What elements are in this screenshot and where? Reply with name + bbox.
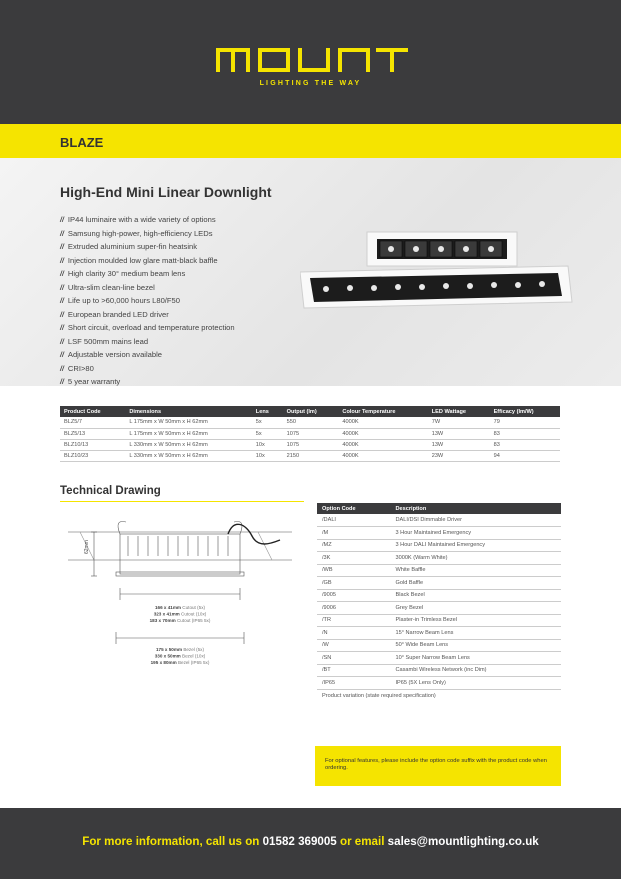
feature-text: Short circuit, overload and temperature protection	[67, 323, 235, 332]
feature-text: Adjustable version available	[67, 350, 163, 359]
table-cell: 79	[490, 417, 560, 428]
product-image	[300, 228, 574, 310]
table-cell: /TR	[317, 614, 390, 627]
contact-prefix: For more information, call us on	[82, 835, 263, 848]
feature-item	[60, 376, 235, 390]
table-row	[60, 450, 560, 461]
feature-bullet: //	[60, 325, 64, 332]
table-cell: IP65 (5X Lens Only)	[390, 677, 561, 690]
feature-text: High clarity 30° medium beam lens	[67, 269, 186, 278]
contact-middle: or email	[336, 835, 388, 848]
feature-item	[60, 295, 235, 309]
feature-item	[60, 268, 235, 282]
feature-bullet: //	[60, 365, 64, 373]
table-cell: /WB	[317, 564, 390, 577]
table-cell: /BT	[317, 664, 390, 677]
spec-column-header: LED Wattage	[428, 406, 490, 417]
spec-column-header: Colour Temperature	[338, 406, 427, 417]
table-cell: 2150	[283, 450, 339, 461]
table-row	[317, 614, 561, 627]
email-link[interactable]: sales@mountlighting.co.uk	[387, 835, 539, 848]
table-cell: DALI/DSI Dimmable Driver	[390, 514, 561, 527]
table-cell: 3 Hour Maintained Emergency	[390, 527, 561, 540]
feature-item	[60, 255, 235, 269]
table-cell: Plaster-in Trimless Bezel	[390, 614, 561, 627]
spec-column-header: Output (lm)	[283, 406, 339, 417]
feature-item	[60, 349, 235, 363]
feature-text: Extruded aluminium super-fin heatsink	[67, 242, 198, 251]
table-cell: 3 Hour DALI Maintained Emergency	[390, 539, 561, 552]
table-cell: 4000K	[338, 428, 427, 439]
table-cell: 13W	[428, 428, 490, 439]
table-row	[317, 539, 561, 552]
table-cell: BLZ10/13	[60, 439, 125, 450]
spec-column-header: Efficacy (lm/W)	[490, 406, 560, 417]
table-cell: 5x	[252, 417, 283, 428]
options-table-header	[317, 503, 561, 514]
table-row	[317, 602, 561, 615]
feature-list	[60, 214, 235, 390]
title-underline	[60, 501, 304, 502]
height-label: 62mm	[84, 540, 90, 554]
feature-text: LSF 500mm mains lead	[67, 336, 149, 346]
table-cell: /9005	[317, 589, 390, 602]
table-cell: 13W	[428, 439, 490, 450]
table-row	[317, 689, 561, 702]
table-cell: 4000K	[338, 417, 427, 428]
feature-bullet: //	[60, 338, 64, 346]
technical-drawing	[58, 510, 294, 680]
feature-text: Samsung high-power, high-efficiency LEDs	[67, 228, 213, 238]
table-cell: /DALI	[317, 514, 390, 527]
table-cell: 550	[283, 417, 339, 428]
table-row	[60, 439, 560, 450]
feature-bullet: //	[60, 311, 64, 319]
table-cell: White Baffle	[390, 564, 561, 577]
table-cell: L 330mm x W 50mm x H 62mm	[125, 439, 251, 450]
spec-column-header: Product Code	[60, 406, 125, 417]
table-row	[60, 417, 560, 428]
feature-bullet: //	[60, 284, 64, 292]
feature-bullet: //	[60, 298, 64, 305]
table-cell: BLZ5/7	[60, 417, 125, 428]
table-cell: 83	[490, 439, 560, 450]
table-cell: 10x	[252, 439, 283, 450]
table-cell: /W	[317, 639, 390, 652]
feature-text: IP44 luminaire with a wide variety of options	[67, 215, 216, 224]
table-cell: 5x	[252, 428, 283, 439]
dimension-label: 183 x 70mm Cutout (IP65 5x)	[149, 618, 211, 623]
table-cell: /IP65	[317, 677, 390, 690]
table-cell: 94	[490, 450, 560, 461]
table-cell: /3K	[317, 552, 390, 565]
table-cell: BLZ10/23	[60, 450, 125, 461]
feature-item	[60, 336, 235, 350]
feature-text: 5 year warranty	[67, 377, 121, 386]
phone-number[interactable]: 01582 369005	[262, 835, 337, 848]
feature-text: Ultra-slim clean-line bezel	[67, 282, 155, 292]
table-cell: /N	[317, 627, 390, 640]
table-cell: 10x	[252, 450, 283, 461]
table-cell: Black Bezel	[390, 589, 561, 602]
feature-text: CRI>80	[67, 363, 94, 373]
option-column-header: Option Code	[317, 503, 390, 514]
feature-item	[60, 214, 235, 228]
table-cell: 10° Super Narrow Beam Lens	[390, 652, 561, 665]
spec-column-header: Dimensions	[125, 406, 251, 417]
table-row	[317, 527, 561, 540]
feature-item	[60, 309, 235, 323]
dimension-label: 175 x 50mm Bezel (5x)	[155, 647, 205, 652]
feature-item	[60, 282, 235, 296]
table-row	[317, 652, 561, 665]
tagline: LIGHTING THE WAY	[259, 80, 362, 87]
feature-bullet: //	[60, 217, 64, 224]
product-variation-note: Product variation (state required specification)	[322, 692, 436, 699]
table-cell: /GB	[317, 577, 390, 590]
table-cell: 1075	[283, 439, 339, 450]
product-title: High-End Mini Linear Downlight	[60, 184, 272, 200]
contact-line	[0, 835, 621, 848]
feature-item	[60, 363, 235, 377]
spec-table	[60, 406, 560, 462]
table-row	[317, 589, 561, 602]
table-row	[317, 627, 561, 640]
feature-bullet: //	[60, 271, 64, 278]
table-cell: 23W	[428, 450, 490, 461]
table-cell: Grey Bezel	[390, 602, 561, 615]
table-row	[317, 514, 561, 527]
options-table	[317, 503, 561, 702]
table-row	[317, 664, 561, 677]
product-name: BLAZE	[60, 135, 104, 150]
feature-text: Injection moulded low glare matt-black baffle	[67, 255, 218, 265]
table-cell: BLZ5/13	[60, 428, 125, 439]
table-cell: /M	[317, 527, 390, 540]
feature-bullet: //	[60, 230, 64, 238]
table-row	[317, 677, 561, 690]
table-cell: 3000K (Warm White)	[390, 552, 561, 565]
feature-bullet: //	[60, 352, 64, 359]
feature-text: European branded LED driver	[67, 309, 169, 319]
table-cell: L 175mm x W 50mm x H 62mm	[125, 417, 251, 428]
table-row	[317, 552, 561, 565]
dimension-label: 195 x 80mm Bezel (IP65 5x)	[150, 660, 210, 665]
feature-bullet: //	[60, 244, 64, 251]
table-cell: 83	[490, 428, 560, 439]
dimension-label: 166 x 41mm Cutout (5x)	[154, 605, 206, 610]
table-cell: 7W	[428, 417, 490, 428]
table-cell: /MZ	[317, 539, 390, 552]
feature-item	[60, 228, 235, 242]
table-row	[317, 639, 561, 652]
dimension-label: 323 x 41mm Cutout (10x)	[153, 611, 207, 617]
feature-bullet: //	[60, 379, 64, 386]
dimension-label: 330 x 50mm Bezel (10x)	[154, 653, 206, 659]
table-cell: 15° Narrow Beam Lens	[390, 627, 561, 640]
table-cell: 4000K	[338, 450, 427, 461]
table-cell: /9006	[317, 602, 390, 615]
feature-item	[60, 322, 235, 336]
table-cell: /SN	[317, 652, 390, 665]
table-cell: 50° Wide Beam Lens	[390, 639, 561, 652]
feature-bullet: //	[60, 257, 64, 265]
table-cell: L 330mm x W 50mm x H 62mm	[125, 450, 251, 461]
table-cell: 4000K	[338, 439, 427, 450]
table-cell: L 175mm x W 50mm x H 62mm	[125, 428, 251, 439]
spec-column-header: Lens	[252, 406, 283, 417]
table-row	[317, 564, 561, 577]
feature-text: Life up to >60,000 hours L80/F50	[67, 296, 180, 305]
table-row	[60, 428, 560, 439]
table-row	[317, 577, 561, 590]
mount-logo	[214, 46, 408, 72]
spec-table-header	[60, 406, 560, 417]
technical-drawing-title: Technical Drawing	[60, 485, 161, 497]
ordering-note: For optional features, please include the option code suffix with the product code when ordering.	[315, 746, 561, 786]
table-cell: Casambi Wireless Network (inc Dim)	[390, 664, 561, 677]
option-column-header: Description	[390, 503, 561, 514]
table-cell: 1075	[283, 428, 339, 439]
feature-item	[60, 241, 235, 255]
table-cell: Gold Baffle	[390, 577, 561, 590]
